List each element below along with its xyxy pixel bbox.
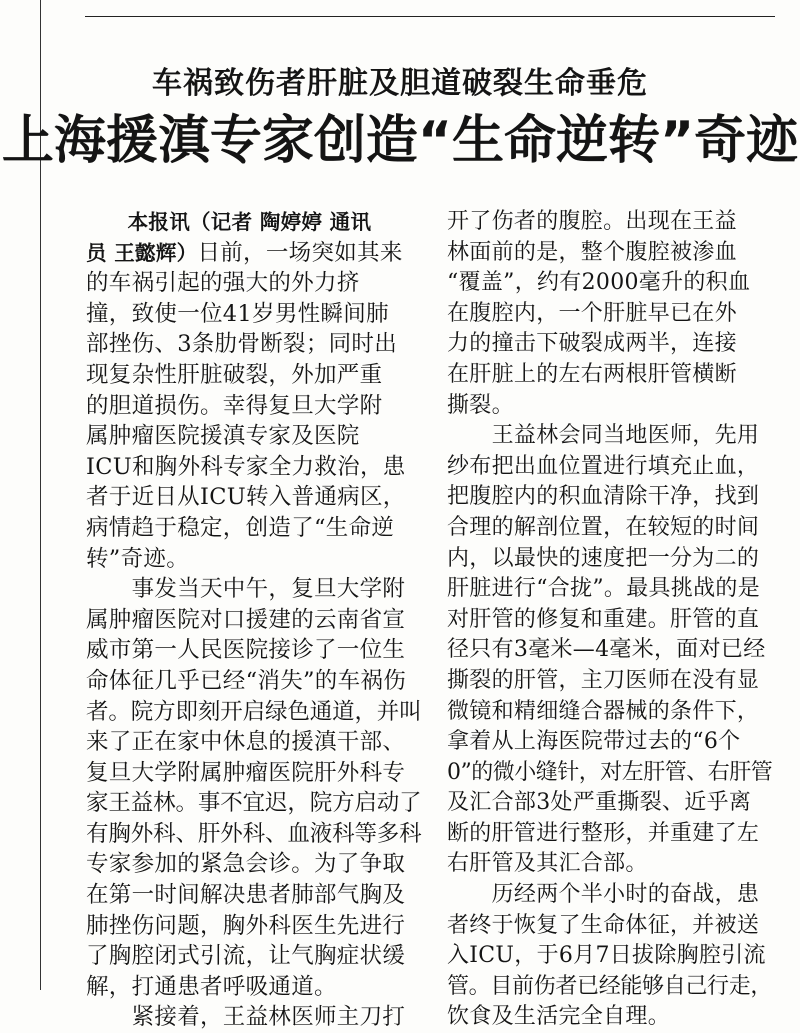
- text-line: [86, 238, 426, 269]
- text-line: 肺挫伤问题，胸外科医生先进行: [86, 912, 406, 939]
- byline: 员 王懿辉）: [86, 240, 198, 265]
- text-line: 肝脏进行“合拢”。最具挑战的是: [447, 576, 760, 602]
- article-column-right: [447, 207, 777, 1033]
- text-line: 者于近日从ICU转入普通病区，: [86, 484, 406, 511]
- text-line: 在腹腔内，一个肝脏早已在外: [447, 300, 737, 326]
- text-line: 力的撞击下破裂成两半，连接: [447, 331, 737, 357]
- text-line: 事发当天中午，复旦大学附: [86, 576, 406, 603]
- text-line: 断的肝管进行整形，并重建了左: [447, 820, 760, 846]
- article-column-left: [86, 207, 426, 1033]
- page-top-rule: [85, 16, 775, 17]
- text-line: [86, 207, 426, 238]
- text-line: 者。院方即刻开启绿色通道，并叫: [86, 698, 422, 725]
- text-line: 入ICU，于6月7日拔除胸腔引流: [447, 943, 766, 969]
- text-line: 拿着从上海医院带过去的“6个: [447, 729, 741, 755]
- text-line: 合理的解剖位置，在较短的时间: [447, 514, 760, 540]
- text-line: 撕裂。: [447, 392, 514, 418]
- text-line: 历经两个半小时的奋战，患: [447, 882, 760, 908]
- text-line: 部挫伤、3条肋骨断裂；同时出: [86, 331, 398, 358]
- text-line: 开了伤者的腹腔。出现在王益: [447, 209, 737, 234]
- article-subtitle: 车祸致伤者肝脏及胆道破裂生命垂危: [152, 66, 648, 101]
- text-line: 有胸外科、肝外科、血液科等多科: [86, 820, 422, 847]
- text-line: 威市第一人民医院接诊了一位生: [86, 637, 406, 664]
- text-line: 属肿瘤医院援滇专家及医院: [86, 423, 360, 450]
- text-line: 现复杂性肝脏破裂，外加严重: [86, 361, 383, 388]
- text-line: 者终于恢复了生命体征，并被送: [447, 912, 760, 938]
- text-line: 紧接着，王益林医师主刀打: [86, 1004, 406, 1031]
- text-line: 微镜和精细缝合器械的条件下，: [447, 698, 760, 724]
- text-line: 内，以最快的速度把一分为二的: [447, 545, 760, 571]
- text-line: 属肿瘤医院对口援建的云南省宣: [86, 606, 406, 633]
- text-line: 了胸腔闭式引流，让气胸症状缓: [86, 943, 406, 970]
- text-fragment: 日前，一场突如其来: [197, 239, 403, 266]
- text-line: 饮食及生活完全自理。: [447, 1004, 671, 1030]
- text-line: 0”的微小缝针，对左肝管、右肝管: [447, 759, 773, 785]
- text-line: 管。目前伤者已经能够自己行走，: [447, 973, 773, 999]
- text-line: “覆盖”，约有2000毫升的积血: [447, 270, 751, 296]
- article-headline: 上海援滇专家创造“生命逆转”奇迹: [1, 111, 799, 171]
- text-line: 径只有3毫米—4毫米，面对已经: [447, 637, 766, 663]
- text-line: 林面前的是，整个腹腔被渗血: [447, 239, 737, 265]
- byline: 本报讯（记者 陶婷婷 通讯: [86, 210, 372, 234]
- text-line: 在第一时间解决患者肺部气胸及: [86, 882, 406, 909]
- text-line: 命体征几乎已经“消失”的车祸伤: [86, 667, 407, 694]
- text-line: 撞，致使一位41岁男性瞬间肺: [86, 300, 389, 327]
- text-line: 转”奇迹。: [86, 545, 190, 572]
- text-line: 复旦大学附属肿瘤医院肝外科专: [86, 759, 406, 786]
- text-line: 的胆道损伤。幸得复旦大学附: [86, 392, 383, 419]
- text-line: ICU和胸外科专家全力救治，患: [86, 453, 406, 480]
- text-line: 来了正在家中休息的援滇干部、: [86, 729, 406, 756]
- text-line: 王益林会同当地医师，先用: [447, 423, 760, 449]
- text-line: 把腹腔内的积血清除干净，找到: [447, 484, 760, 510]
- text-line: 的车祸引起的强大的外力挤: [86, 270, 360, 297]
- text-line: 对肝管的修复和重建。肝管的直: [447, 606, 760, 632]
- text-line: 在肝脏上的左右两根肝管横断: [447, 361, 737, 387]
- text-line: 解，打通患者呼吸通道。: [86, 973, 337, 1000]
- text-line: 专家参加的紧急会诊。为了争取: [86, 851, 406, 878]
- text-line: 撕裂的肝管，主刀医师在没有显: [447, 667, 760, 693]
- text-line: 病情趋于稳定，创造了“生命逆: [86, 514, 395, 541]
- text-line: 家王益林。事不宜迟，院方启动了: [86, 790, 422, 817]
- text-line: 右肝管及其汇合部。: [447, 851, 648, 877]
- text-line: 及汇合部3处严重撕裂、近乎离: [447, 790, 752, 816]
- text-line: 纱布把出血位置进行填充止血，: [447, 453, 760, 479]
